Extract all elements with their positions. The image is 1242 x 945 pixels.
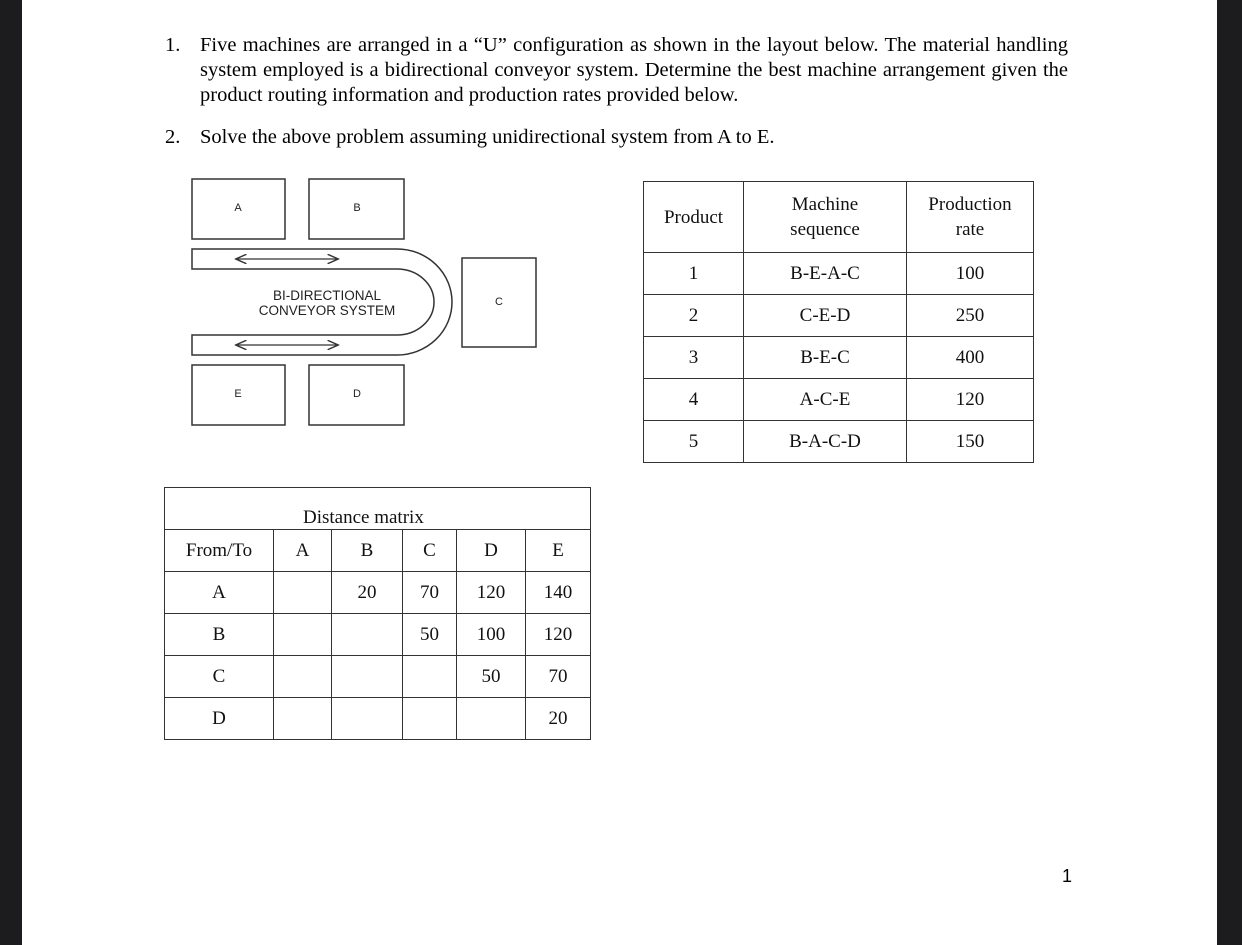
question-text: Solve the above problem assuming unidirectional system from A to E. <box>200 126 775 148</box>
table-row <box>644 295 1034 337</box>
matrix-cell <box>332 656 403 698</box>
matrix-header: E <box>526 530 591 572</box>
rate-cell: 250 <box>907 295 1034 337</box>
header-sequence-line2: sequence <box>790 219 860 240</box>
matrix-title-row <box>165 488 591 530</box>
conveyor-label-line2: CONVEYOR SYSTEM <box>258 303 396 318</box>
question-1 <box>165 33 1068 113</box>
matrix-cell <box>403 698 457 740</box>
table-row <box>644 253 1034 295</box>
conveyor-label-line1: BI-DIRECTIONAL <box>272 288 381 303</box>
rate-cell: 400 <box>907 337 1034 379</box>
matrix-row-label: A <box>165 572 274 614</box>
conveyor-label <box>227 288 427 318</box>
matrix-cell: 20 <box>526 698 591 740</box>
machine-label-b: B <box>353 202 361 214</box>
table-header-row <box>644 182 1034 253</box>
table-row <box>644 337 1034 379</box>
matrix-cell <box>403 656 457 698</box>
matrix-cell: 100 <box>457 614 526 656</box>
matrix-header: B <box>332 530 403 572</box>
question-text: Five machines are arranged in a “U” configuration as shown in the layout below. The material handling system employed is a bidirectional conveyor system. Determine the best machine arrangement given the product routing information and production rates provided below. <box>200 34 1068 106</box>
matrix-cell: 20 <box>332 572 403 614</box>
matrix-row-label: B <box>165 614 274 656</box>
matrix-cell: 50 <box>403 614 457 656</box>
rate-cell: 120 <box>907 379 1034 421</box>
question-number: 2. <box>165 126 181 148</box>
matrix-cell: 50 <box>457 656 526 698</box>
matrix-cell <box>332 614 403 656</box>
matrix-cell: 70 <box>403 572 457 614</box>
table-row <box>644 421 1034 463</box>
machine-label-d: D <box>353 388 361 400</box>
header-machine-sequence <box>744 182 907 253</box>
matrix-header: C <box>403 530 457 572</box>
matrix-cell <box>274 572 332 614</box>
matrix-cell <box>332 698 403 740</box>
matrix-title: Distance matrix <box>165 488 591 530</box>
machine-label-c: C <box>495 296 503 308</box>
header-rate-line2: rate <box>955 219 985 240</box>
product-cell: 2 <box>644 295 744 337</box>
question-2 <box>165 125 1068 155</box>
matrix-cell: 120 <box>457 572 526 614</box>
matrix-header: A <box>274 530 332 572</box>
matrix-cell: 70 <box>526 656 591 698</box>
sequence-cell: B-A-C-D <box>744 421 907 463</box>
sequence-cell: B-E-A-C <box>744 253 907 295</box>
machine-label-e: E <box>234 388 242 400</box>
matrix-row <box>165 614 591 656</box>
header-rate-line1: Production <box>928 194 1012 215</box>
product-cell: 5 <box>644 421 744 463</box>
rate-cell: 150 <box>907 421 1034 463</box>
matrix-cell <box>274 698 332 740</box>
table-row <box>644 379 1034 421</box>
product-cell: 3 <box>644 337 744 379</box>
matrix-row <box>165 656 591 698</box>
u-layout-diagram <box>187 175 567 430</box>
matrix-cell: 120 <box>526 614 591 656</box>
matrix-row <box>165 572 591 614</box>
matrix-cell <box>274 656 332 698</box>
matrix-header: D <box>457 530 526 572</box>
header-product: Product <box>644 182 744 253</box>
machine-label-a: A <box>234 202 242 214</box>
matrix-cell <box>274 614 332 656</box>
product-routing-table <box>643 181 1034 463</box>
header-production-rate <box>907 182 1034 253</box>
matrix-header: From/To <box>165 530 274 572</box>
sequence-cell: C-E-D <box>744 295 907 337</box>
document-page <box>22 0 1217 945</box>
matrix-row <box>165 698 591 740</box>
matrix-cell <box>457 698 526 740</box>
matrix-cell: 140 <box>526 572 591 614</box>
header-sequence-line1: Machine <box>791 194 859 215</box>
product-cell: 4 <box>644 379 744 421</box>
matrix-row-label: D <box>165 698 274 740</box>
sequence-cell: B-E-C <box>744 337 907 379</box>
page-number: 1 <box>1062 866 1073 886</box>
matrix-row-label: C <box>165 656 274 698</box>
rate-cell: 100 <box>907 253 1034 295</box>
sequence-cell: A-C-E <box>744 379 907 421</box>
matrix-header-row <box>165 530 591 572</box>
distance-matrix-table <box>164 487 591 740</box>
product-cell: 1 <box>644 253 744 295</box>
question-number: 1. <box>165 34 181 56</box>
